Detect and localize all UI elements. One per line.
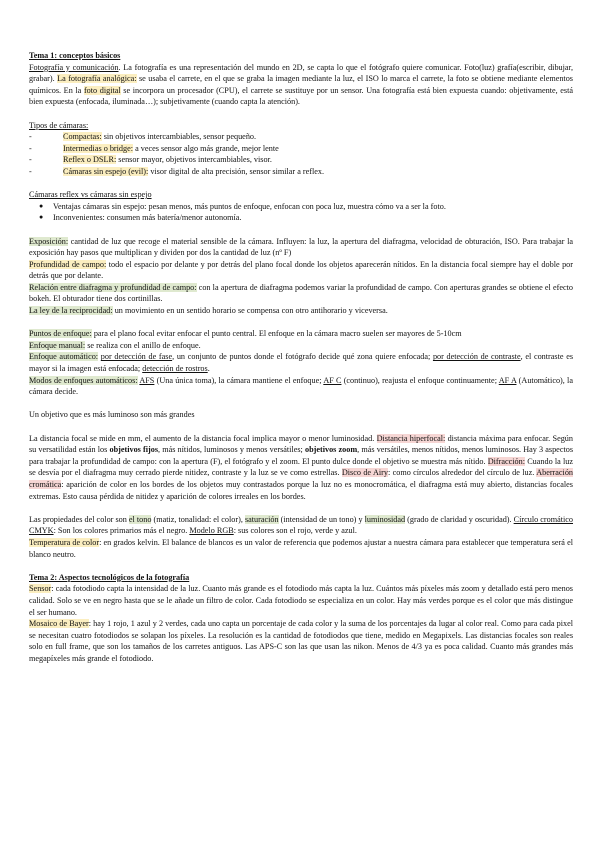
enfoque-manual-paragraph: Enfoque manual: se realiza con el anillo de enfoque. bbox=[29, 340, 201, 350]
tema1-title: Tema 1: conceptos básicos bbox=[29, 51, 121, 60]
list-item: - Cámaras sin espejo (evil): visor digital de alta precisión, sensor similar a reflex. bbox=[29, 166, 325, 176]
relacion-paragraph: Relación entre diafragma y profundidad de campo: con la apertura de diafragma podemos variar la profundidad de campo. Con aperturas grandes se obtiene el efecto bokeh. El obturador tiene dos cortinillas. bbox=[29, 282, 573, 304]
tipos-heading: Tipos de cámaras: bbox=[29, 120, 89, 130]
intro-paragraph: Fotografía y comunicación. La fotografía es una representación del mundo en 2D, se capta lo que el fotógrafo quiere comunicar. Foto(luz) grafía(escribir, dibujar, grabar). La fotografía analógica: se usaba el carrete, en el que se graba la imagen mediante la luz, el ISO lo marca el carrete, la foto se obtiene mediante elementos químicos. En la foto digital se incorpora un procesador (CPU), el carrete se sustituye por un sensor. Una fotografía está bien expuesta cuando: objetivamente, está bien expuesta (enfocada, iluminada…); subjetivamente (cuando capta la atención). bbox=[29, 62, 573, 107]
profundidad-paragraph: Profundidad de campo: todo el espacio por delante y por detrás del plano focal donde los objetos aparecerán nítidos. En la distancia focal siempre hay el doble por detrás que por delante. bbox=[29, 259, 573, 281]
distancia-focal-paragraph: La distancia focal se mide en mm, el aumento de la distancia focal implica mayor o menor luminosidad. Distancia hiperfocal: distancia máxima para enfocar. Según su versatilidad están los objetivos fijos, más nítidos, luminosos y menos versátiles; objetivos zoom, más versátiles, menos nítidos, menos luminosos. Hay 3 aspectos para trabajar la profundidad de campo: con la apertura (F), el fotógrafo y el zoom. El punto dulce donde el objetivo se muestra más nítido. Difracción: Cuando la luz se desvía por el diafragma muy cerrado pierde nitidez, contraste y la luz se ve como estrellas. Disco de Airy: como círculos alrededor del círculo de luz. Aberración cromática: aparición de color en los bordes de los objetos muy contrastados porque la luz no es monocromática, el diafragma está muy abierto, distancias focales extremas. Esto causa pérdida de nitidez y aparición de colores irreales en los bordes. bbox=[29, 433, 574, 501]
puntos-enfoque-paragraph: Puntos de enfoque: para el plano focal evitar enfocar el punto central. El enfoque en la cámara macro suelen ser mayores de 5-10cm bbox=[29, 329, 462, 339]
bayer-paragraph: Mosaico de Bayer: hay 1 rojo, 1 azul y 2 verdes, cada uno capta un porcentaje de cada color y la suma de los porcentajes da lugar al color real. Como para cada pixel se necesitan cuatro fotodiodos se solapan los píxeles. La resolución es la cantidad de fotodiodos que tiene, medido en Megapixels. Las distancias focales son reales solo en full frame, que son los tamaños de los carretes antiguos. Las APS-C son las que usan las nikon. Menos de 4/3 ya es poca calidad. Cuanto más grandes más megapíxeles más grande el fotodiodo. bbox=[29, 619, 573, 663]
bullet-icon: ● bbox=[39, 213, 44, 222]
enfoque-automatico-paragraph: Enfoque automático: por detección de fase, un conjunto de puntos donde el fotógrafo decide qué zona quiere enfocada; por detección de contraste, el contraste es mayor si la imagen está enfocada; detección de rostros. bbox=[29, 352, 574, 374]
term-foto-digital: foto digital bbox=[83, 85, 121, 95]
list-item: - Intermedias o bridge: a veces sensor algo más grande, mejor lente bbox=[29, 143, 279, 153]
exposicion-paragraph: Exposición: cantidad de luz que recoge el material sensible de la cámara. Influyen: la luz, la apertura del diafragma, velocidad de obturación, ISO. Para trabajar la exposición hay pasos que multiplican y dividen por dos la cantidad de luz (nº F) bbox=[29, 236, 573, 258]
modos-enfoque-paragraph: Modos de enfoques automáticos: AFS (Una única toma), la cámara mantiene el enfoque; AF C (continuo), reajusta el enfoque continuamente; AF A (Automático), la cámara decide. bbox=[29, 375, 573, 397]
bullet-icon: ● bbox=[39, 201, 44, 210]
reflex-heading: Cámaras reflex vs cámaras sin espejo bbox=[29, 190, 152, 200]
objetivo-line: Un objetivo que es más luminoso son más grandes bbox=[29, 410, 195, 420]
sensor-paragraph: Sensor: cada fotodiodo capta la intensidad de la luz. Cuanto más grande es el fotodiodo más capta la luz. Cuántos más píxeles más zoom y detallado está pero menos calidad. Solo se ve en negro hasta que se le añade un filtro de color. Cada fotodiodo se especializa en un color. Hay más verdes porque es el color que más distingue el ser humano. bbox=[29, 584, 573, 617]
reciprocidad-paragraph: La ley de la reciprocidad: un movimiento en un sentido horario se compensa con otro antihorario y viceversa. bbox=[29, 306, 388, 316]
list-item: - Compactas: sin objetivos intercambiables, sensor pequeño. bbox=[29, 132, 257, 142]
tipos-camaras-list bbox=[29, 131, 573, 177]
term-fotografia-comunicacion: Fotografía y comunicación bbox=[29, 62, 119, 72]
list-item: ● Inconvenientes: consumen más batería/menor autonomía. bbox=[39, 213, 242, 223]
reflex-vs-sin-espejo-list bbox=[29, 201, 573, 224]
list-item: ● Ventajas cámaras sin espejo: pesan menos, más puntos de enfoque, enfocan con poca luz, muestra cómo va a ser la foto. bbox=[39, 201, 446, 211]
term-fotografia-analogica: La fotografía analógica: bbox=[57, 74, 137, 84]
document-page bbox=[29, 50, 573, 664]
tema2-title: Tema 2: Aspectos tecnológicos de la fotografía bbox=[29, 572, 190, 582]
color-paragraph: Las propiedades del color son el tono (matiz, tonalidad: el color), saturación (intensidad de un tono) y luminosidad (grado de claridad y oscuridad). Círculo cromático CMYK: Son los colores primarios más el negro. Modelo RGB: sus colores son el rojo, verde y azul. bbox=[29, 514, 573, 536]
list-item: - Reflex o DSLR: sensor mayor, objetivos intercambiables, visor. bbox=[29, 155, 272, 165]
temperatura-color-paragraph: Temperatura de color: en grados kelvin. El balance de blancos es un valor de referencia que podemos ajustar a nuestra cámara para establecer que temperatura será el blanco neutro. bbox=[29, 537, 573, 559]
